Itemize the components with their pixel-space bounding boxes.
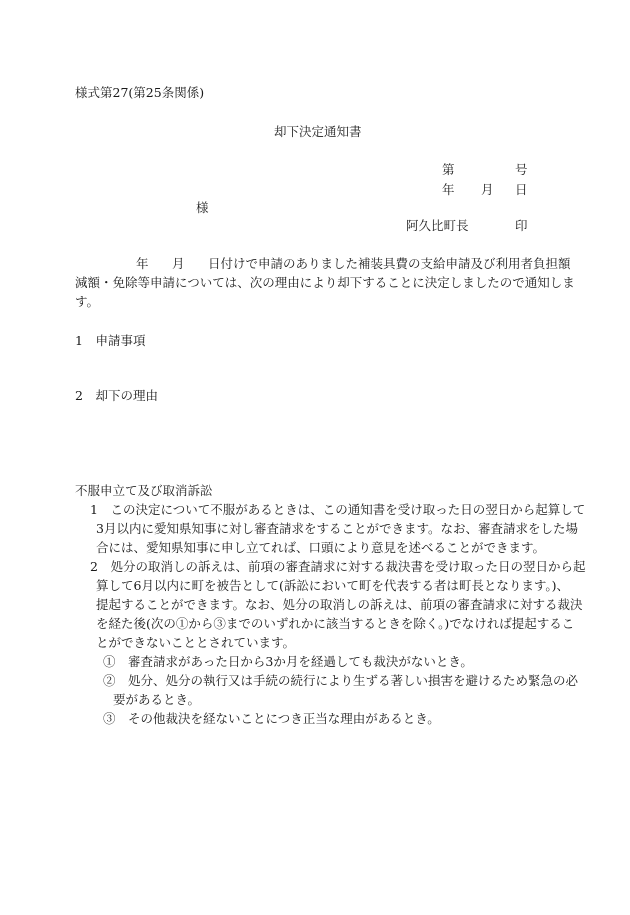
body-text-line: す。 xyxy=(75,294,100,309)
seal-mark: 印 xyxy=(515,218,528,233)
appeal-paragraph-line: 合には、愛知県知事に申し立てれば、口頭により意見を述べることができます。 xyxy=(96,540,546,555)
number-label-dai: 第 xyxy=(442,162,455,177)
body-date-year: 年 xyxy=(136,256,149,271)
appeal-paragraph-line: とができないこととされています。 xyxy=(96,635,296,650)
appeal-paragraph-line: 算して6月以内に町を被告として(訴訟において町を代表する者は町長となります。)、 xyxy=(96,578,569,593)
form-number: 様式第27(第25条関係) xyxy=(75,85,205,100)
section-application-items: 1 申請事項 xyxy=(75,333,146,348)
appeal-paragraph-line: 3月以内に愛知県知事に対し審査請求をすることができます。なお、審査請求をした場 xyxy=(96,521,578,536)
section-rejection-reason: 2 却下の理由 xyxy=(75,388,158,403)
appeal-list-item: 要があるとき。 xyxy=(113,692,201,707)
date-year-label: 年 xyxy=(442,182,455,197)
recipient-sama: 様 xyxy=(196,200,209,215)
date-month-label: 月 xyxy=(481,182,494,197)
appeal-paragraph-line: を経た後(次の①から③までのいずれかに該当するときを除く。)でなければ提起するこ xyxy=(96,616,575,631)
number-label-go: 号 xyxy=(515,162,528,177)
appeal-list-item: ③ その他裁決を経ないことにつき正当な理由があるとき。 xyxy=(103,711,440,726)
appeal-heading: 不服申立て及び取消訴訟 xyxy=(75,483,213,498)
date-day-label: 日 xyxy=(515,182,528,197)
page-title: 却下決定通知書 xyxy=(274,124,362,139)
body-date-month: 月 xyxy=(172,256,185,271)
appeal-paragraph-line: 提起することができます。なお、処分の取消しの訴えは、前項の審査請求に対する裁決 xyxy=(96,597,583,612)
issuer-name: 阿久比町長 xyxy=(406,218,469,233)
appeal-paragraph-line: 1 この決定について不服があるときは、この通知書を受け取った日の翌日から起算して xyxy=(90,502,586,517)
appeal-paragraph-line: 2 処分の取消しの訴えは、前項の審査請求に対する裁決書を受け取った日の翌日から起 xyxy=(90,559,586,574)
body-text-line: 日付けで申請のありました補装具費の支給申請及び利用者負担額 xyxy=(208,256,571,271)
body-text-line: 減額・免除等申請については、次の理由により却下することに決定しましたので通知しま xyxy=(75,275,575,290)
appeal-list-item: ② 処分、処分の執行又は手続の続行により生ずる著しい損害を避けるため緊急の必 xyxy=(103,673,579,688)
appeal-list-item: ① 審査請求があった日から3か月を経過しても裁決がないとき。 xyxy=(103,654,473,669)
